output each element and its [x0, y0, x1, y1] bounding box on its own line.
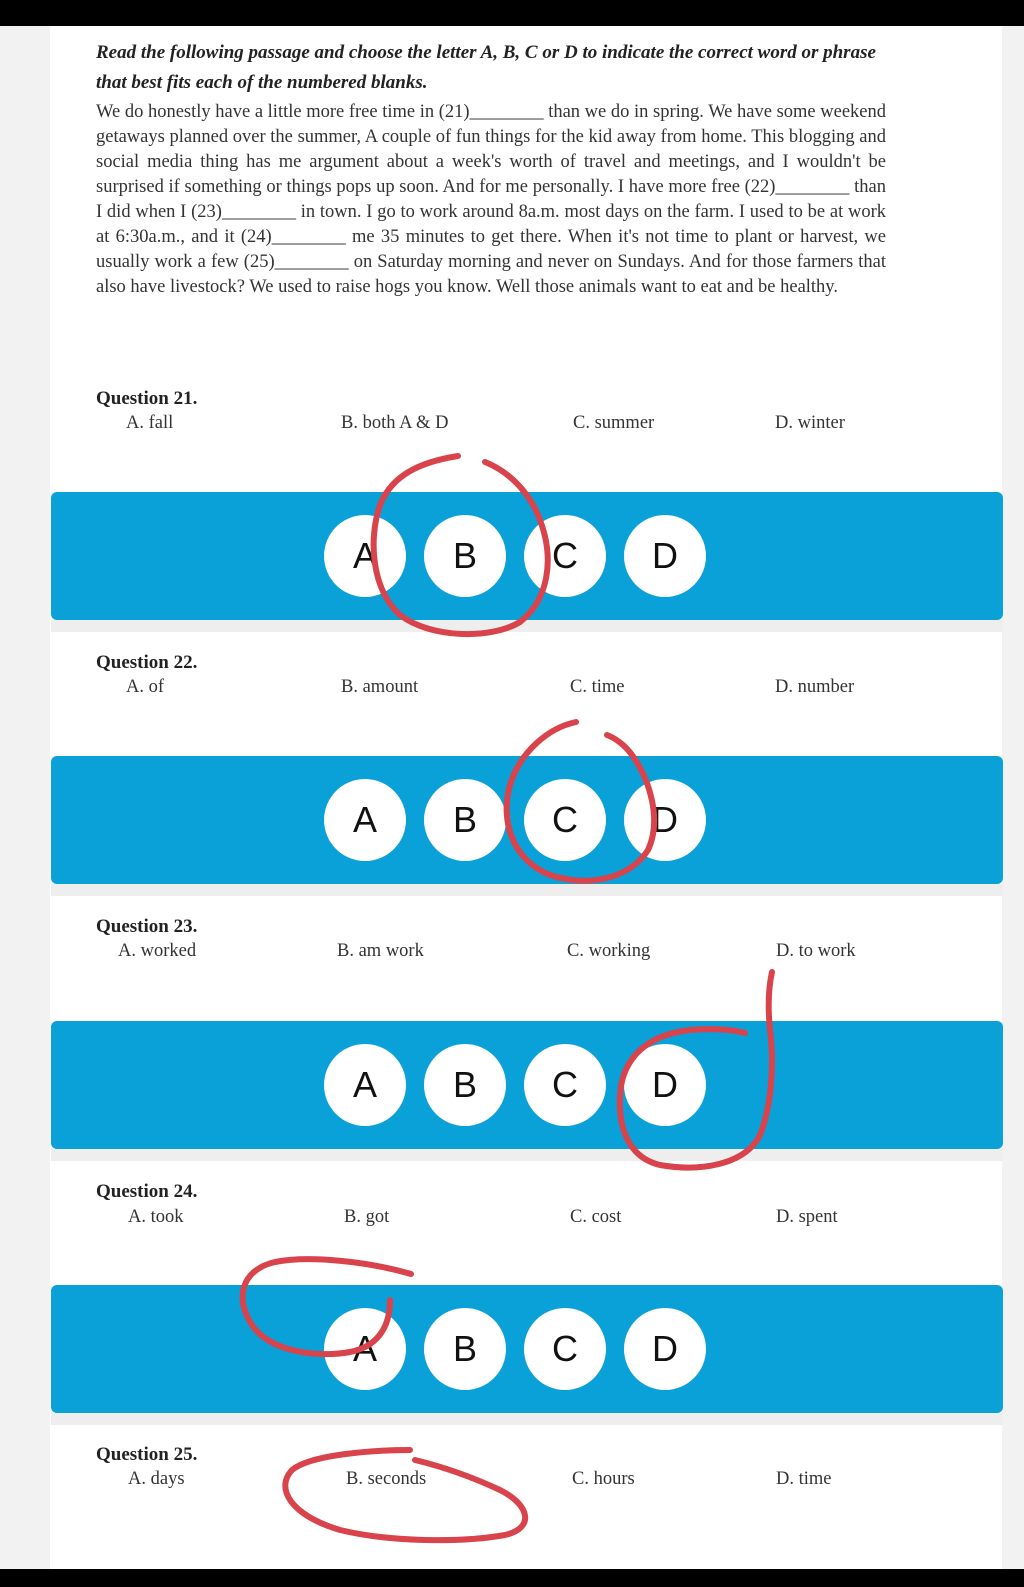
q24-answer-a-button[interactable]: A — [324, 1308, 406, 1390]
question-21-answer-band — [51, 492, 1003, 620]
q23-answer-b-button[interactable]: B — [424, 1044, 506, 1126]
question-23-option-b: B. am work — [337, 941, 424, 961]
question-22-option-a: A. of — [126, 677, 165, 697]
instructions: Read the following passage and choose the letter A, B, C or D to indicate the correct word or phrase that best fits each of the numbered blanks. — [96, 42, 876, 93]
q24-answer-b-button[interactable]: B — [424, 1308, 506, 1390]
question-22-option-b: B. amount — [341, 677, 419, 697]
question-21-option-d: D. winter — [775, 413, 845, 433]
question-24-option-c: C. cost — [570, 1207, 622, 1227]
question-24-option-b: B. got — [344, 1207, 390, 1227]
q23-answer-a-button[interactable]: A — [324, 1044, 406, 1126]
question-21-option-a: A. fall — [126, 413, 174, 433]
question-25-option-a: A. days — [128, 1469, 185, 1489]
question-21-option-c: C. summer — [573, 413, 655, 433]
question-22-answer-band — [51, 756, 1003, 884]
question-24-option-a: A. took — [128, 1207, 184, 1227]
question-22-option-c: C. time — [570, 677, 625, 697]
question-23-answer-band — [51, 1021, 1003, 1149]
question-23-option-a: A. worked — [118, 941, 197, 961]
q22-answer-d-button[interactable]: D — [624, 779, 706, 861]
question-25-title: Question 25. — [96, 1444, 198, 1465]
q22-answer-a-button[interactable]: A — [324, 779, 406, 861]
question-23-option-d: D. to work — [776, 941, 856, 961]
q22-answer-c-button[interactable]: C — [524, 779, 606, 861]
question-23-option-c: C. working — [567, 941, 651, 961]
question-21-option-b: B. both A & D — [341, 413, 449, 433]
q22-answer-b-button[interactable]: B — [424, 779, 506, 861]
bottom-black-bar — [0, 1569, 1024, 1587]
section-divider — [51, 1149, 1003, 1161]
q23-answer-c-button[interactable]: C — [524, 1044, 606, 1126]
q21-answer-b-button[interactable]: B — [424, 515, 506, 597]
question-24-answer-band — [51, 1285, 1003, 1413]
top-black-bar — [0, 0, 1024, 26]
question-24-title: Question 24. — [96, 1181, 198, 1202]
question-24-option-d: D. spent — [776, 1207, 838, 1227]
q21-answer-c-button[interactable]: C — [524, 515, 606, 597]
q21-answer-d-button[interactable]: D — [624, 515, 706, 597]
question-22-title: Question 22. — [96, 652, 198, 673]
q24-answer-c-button[interactable]: C — [524, 1308, 606, 1390]
q24-answer-d-button[interactable]: D — [624, 1308, 706, 1390]
q21-answer-a-button[interactable]: A — [324, 515, 406, 597]
question-21-title: Question 21. — [96, 388, 198, 409]
question-23-title: Question 23. — [96, 916, 198, 937]
section-divider — [51, 884, 1003, 896]
reading-passage: We do honestly have a little more free time in (21)________ than we do in spring. We have some weekend getaways planned over the summer, A couple of fun things for the kid away from home. This blogging and social media thing has me argument about a week's worth of travel and meetings, and I wouldn't be surprised if something or things pops up soon. And for me personally. I have more free (22)________ than I did when I (23)________ in town. I go to work around 8a.m. most days on the farm. I used to be at work at 6:30a.m., and it (24)________ me 35 minutes to get there. When it's not time to plant or harvest, we usually work a few (25)________ on Saturday morning and never on Sundays. And for those farmers that also have livestock? We used to raise hogs you know. Well those animals want to eat and be healthy. — [96, 102, 886, 297]
q23-answer-d-button[interactable]: D — [624, 1044, 706, 1126]
question-22-option-d: D. number — [775, 677, 855, 697]
question-25-option-c: C. hours — [572, 1469, 635, 1489]
section-divider — [51, 1413, 1003, 1425]
section-divider — [51, 620, 1003, 632]
question-25-option-b: B. seconds — [346, 1469, 427, 1489]
question-25-option-d: D. time — [776, 1469, 832, 1489]
